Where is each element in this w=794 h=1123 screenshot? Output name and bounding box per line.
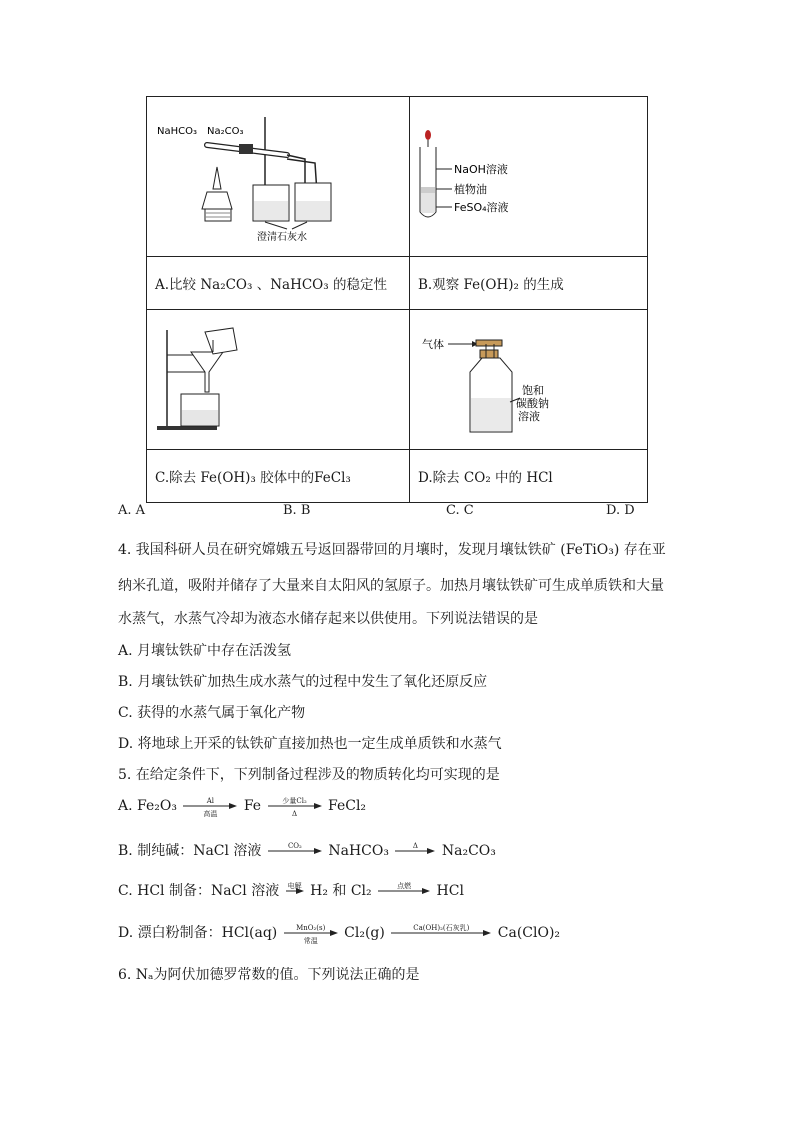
- figure-d-cell: [410, 310, 648, 450]
- q5d-label: D. 漂白粉制备：HCl(aq): [118, 925, 278, 941]
- q5-stem: 5. 在给定条件下，下列制备过程涉及的物质转化均可实现的是: [118, 767, 500, 783]
- q4-option-a: A. 月壤钛铁矿中存在活泼氢: [118, 643, 292, 659]
- q5a-arrow1-bot: 高温: [203, 810, 218, 818]
- figure-c-diagram: [147, 310, 409, 445]
- q5d-arrow2-top: Ca(OH)₂(石灰乳): [413, 924, 470, 932]
- q5b-s2: NaHCO₃: [328, 843, 389, 859]
- q4-stem-line2: 纳米孔道，吸附并储存了大量来自太阳风的氢原子。加热月壤钛铁矿可生成单质铁和大量: [118, 578, 664, 594]
- q5-option-b: [118, 840, 496, 860]
- figure-b-cell: [410, 97, 648, 257]
- label-sol3: 溶液: [518, 410, 540, 423]
- label-sol2: 碳酸钠: [516, 397, 549, 410]
- q5d-arrow1: [284, 924, 338, 945]
- q5b-arrow2: [395, 842, 435, 856]
- q5c-arrow1: [286, 882, 304, 896]
- q5d-s2: Cl₂(g): [344, 925, 385, 941]
- q5b-arrow2-top: Δ: [412, 842, 418, 850]
- q5a-s3: FeCl₂: [328, 798, 367, 814]
- label-nahco3: NaHCO₃: [157, 126, 197, 137]
- q5c-arrow2-top: 点燃: [397, 882, 412, 890]
- label-limewater: 澄清石灰水: [257, 232, 307, 243]
- q5c-arrow2: [378, 882, 430, 896]
- caption-b: B.观察 Fe(OH)₂ 的生成: [410, 257, 648, 310]
- q5c-s2: H₂ 和 Cl₂: [310, 883, 372, 899]
- q5a-arrow2-top: 少量Cl₂: [282, 797, 307, 805]
- q5a-s1: Fe₂O₃: [137, 798, 177, 814]
- q5a-arrow1-top: Al: [206, 797, 215, 805]
- q5b-arrow1-top: CO₂: [287, 842, 302, 850]
- q3-option-d: D. D: [606, 503, 635, 518]
- label-oil: 植物油: [454, 183, 487, 196]
- caption-a: A.比较 Na₂CO₃ 、NaHCO₃ 的稳定性: [147, 257, 410, 310]
- q5b-s3: Na₂CO₃: [441, 843, 496, 859]
- q5a-arrow2-bot: Δ: [292, 810, 298, 818]
- q4-stem-line1: 4. 我国科研人员在研究嫦娥五号返回器带回的月壤时，发现月壤钛铁矿 (FeTiO₃) 存在亚: [118, 542, 666, 558]
- q3-option-b: B. B: [283, 503, 311, 518]
- q5c-s3: HCl: [436, 883, 464, 899]
- q5b-label: B. 制纯碱：NaCl 溶液: [118, 843, 262, 859]
- q5d-arrow1-top: MnO₂(s): [296, 924, 326, 932]
- q5a-arrow2: [268, 797, 322, 818]
- q5c-label: C. HCl 制备：NaCl 溶液: [118, 883, 280, 899]
- q3-option-a: A. A: [118, 503, 146, 518]
- q5c-arrow1-top: 电解: [287, 882, 302, 890]
- q5-option-d: [118, 922, 561, 945]
- q5-option-a: [118, 797, 367, 818]
- q4-option-d: D. 将地球上开采的钛铁矿直接加热也一定生成单质铁和水蒸气: [118, 736, 502, 752]
- label-sol1: 饱和: [522, 384, 544, 397]
- label-naoh: NaOH溶液: [454, 163, 508, 176]
- apparatus-table: [146, 96, 648, 503]
- q5a-label: A.: [118, 798, 133, 814]
- label-feso4: FeSO₄溶液: [454, 201, 509, 214]
- caption-d: D.除去 CO₂ 中的 HCl: [410, 450, 648, 503]
- q6-stem: 6. Nₐ为阿伏加德罗常数的值。下列说法正确的是: [118, 967, 420, 983]
- q5a-s2: Fe: [243, 798, 262, 814]
- figure-a-diagram: [147, 97, 409, 252]
- label-na2co3: Na₂CO₃: [207, 126, 244, 137]
- q5d-s3: Ca(ClO)₂: [497, 925, 561, 941]
- figure-d-diagram: [410, 310, 647, 445]
- q3-option-c: C. C: [446, 503, 474, 518]
- q4-option-c: C. 获得的水蒸气属于氧化产物: [118, 705, 306, 721]
- q5d-arrow2: [391, 924, 491, 938]
- q4-stem-line3: 水蒸气，水蒸气冷却为液态水储存起来以供使用。下列说法错误的是: [118, 611, 538, 627]
- figure-c-cell: [147, 310, 410, 450]
- q5-option-c: [118, 880, 464, 900]
- q5b-arrow1: [268, 842, 322, 856]
- q5d-arrow1-bot: 常温: [303, 937, 318, 945]
- figure-a-cell: [147, 97, 410, 257]
- q5a-arrow1: [183, 797, 237, 818]
- figure-b-diagram: [410, 97, 647, 252]
- label-gas: 气体: [422, 338, 444, 351]
- caption-c: C.除去 Fe(OH)₃ 胶体中的FeCl₃: [147, 450, 410, 503]
- q4-option-b: B. 月壤钛铁矿加热生成水蒸气的过程中发生了氧化还原反应: [118, 674, 488, 690]
